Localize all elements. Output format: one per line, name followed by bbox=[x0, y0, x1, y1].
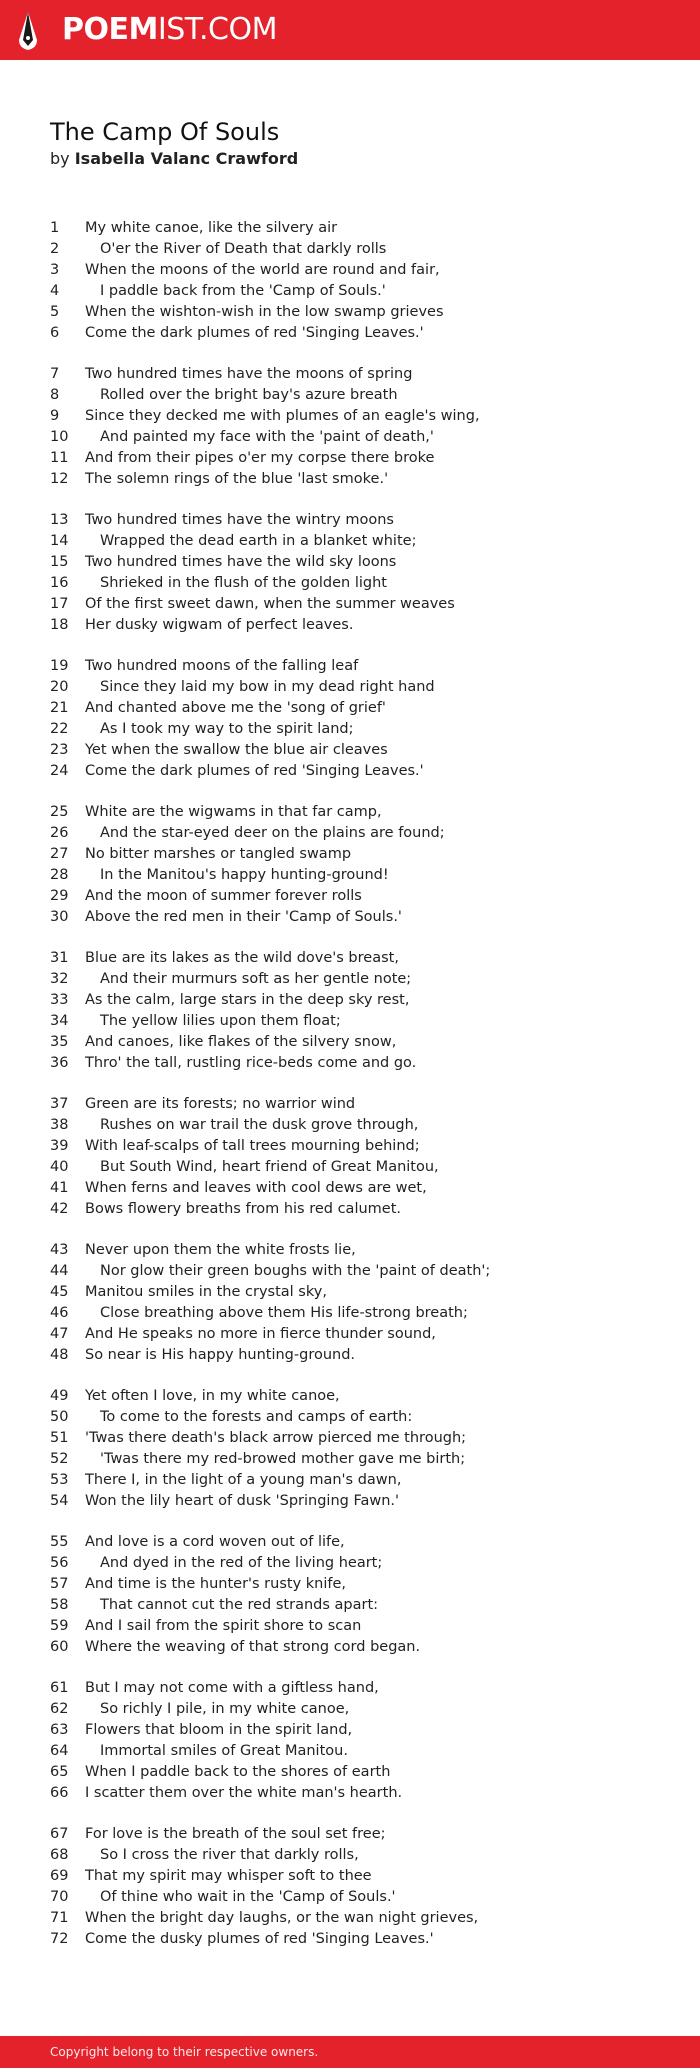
line-number: 4 bbox=[50, 283, 60, 299]
line-text: 'Twas there death's black arrow pierced me through; bbox=[85, 1430, 467, 1446]
line-text: Blue are its lakes as the wild dove's breast, bbox=[85, 950, 399, 966]
line-number: 57 bbox=[50, 1576, 69, 1592]
line-text: When the bright day laughs, or the wan night grieves, bbox=[85, 1910, 479, 1926]
line-text: And canoes, like flakes of the silvery snow, bbox=[85, 1034, 397, 1050]
poem-line bbox=[50, 677, 670, 698]
line-number: 44 bbox=[50, 1263, 69, 1279]
line-number: 21 bbox=[50, 700, 69, 716]
line-text: Flowers that bloom in the spirit land, bbox=[85, 1722, 353, 1738]
poem-line bbox=[50, 448, 670, 469]
line-number: 43 bbox=[50, 1242, 69, 1258]
poem-line bbox=[50, 844, 670, 865]
line-number: 24 bbox=[50, 763, 69, 779]
line-text: So I cross the river that darkly rolls, bbox=[100, 1847, 359, 1863]
line-text: Since they laid my bow in my dead right hand bbox=[100, 679, 435, 695]
poem-line bbox=[50, 802, 670, 823]
poem-line bbox=[50, 1157, 670, 1178]
poem-line bbox=[50, 656, 670, 677]
line-number: 31 bbox=[50, 950, 69, 966]
line-text: 'Twas there my red-browed mother gave me birth; bbox=[100, 1451, 466, 1467]
line-text: But South Wind, heart friend of Great Manitou, bbox=[100, 1159, 439, 1175]
poem-line bbox=[50, 302, 670, 323]
line-number: 13 bbox=[50, 512, 69, 528]
line-text: Won the lily heart of dusk 'Springing Fawn.' bbox=[85, 1493, 399, 1509]
line-number: 64 bbox=[50, 1743, 69, 1759]
poem-line bbox=[50, 969, 670, 990]
poem-line bbox=[50, 1032, 670, 1053]
line-number: 54 bbox=[50, 1493, 69, 1509]
line-number: 46 bbox=[50, 1305, 69, 1321]
line-text: As the calm, large stars in the deep sky rest, bbox=[85, 992, 410, 1008]
line-text: Close breathing above them His life-strong breath; bbox=[100, 1305, 468, 1321]
line-text: Shrieked in the flush of the golden light bbox=[100, 575, 387, 591]
poem-line bbox=[50, 1053, 670, 1074]
line-text: And I sail from the spirit shore to scan bbox=[85, 1618, 362, 1634]
poem-line bbox=[50, 281, 670, 302]
line-number: 37 bbox=[50, 1096, 69, 1112]
poem-body bbox=[50, 218, 670, 1970]
poem-title: The Camp Of Souls bbox=[50, 118, 280, 146]
line-text: Green are its forests; no warrior wind bbox=[85, 1096, 356, 1112]
line-number: 53 bbox=[50, 1472, 69, 1488]
poem-line bbox=[50, 1324, 670, 1345]
line-number: 52 bbox=[50, 1451, 69, 1467]
poem-line bbox=[50, 427, 670, 448]
line-text: Of thine who wait in the 'Camp of Souls.' bbox=[100, 1889, 396, 1905]
stanza bbox=[50, 510, 670, 636]
poem-line bbox=[50, 531, 670, 552]
poem-line bbox=[50, 615, 670, 636]
line-number: 2 bbox=[50, 241, 60, 257]
line-number: 42 bbox=[50, 1201, 69, 1217]
line-number: 65 bbox=[50, 1764, 69, 1780]
poem-line bbox=[50, 990, 670, 1011]
poem-line bbox=[50, 1783, 670, 1804]
line-number: 71 bbox=[50, 1910, 69, 1926]
stanza bbox=[50, 364, 670, 490]
line-number: 61 bbox=[50, 1680, 69, 1696]
line-text: Two hundred moons of the falling leaf bbox=[85, 658, 359, 674]
line-text: And the star-eyed deer on the plains are found; bbox=[100, 825, 445, 841]
line-text: Come the dark plumes of red 'Singing Leaves.' bbox=[85, 763, 424, 779]
line-number: 20 bbox=[50, 679, 69, 695]
poem-line bbox=[50, 1470, 670, 1491]
line-text: That my spirit may whisper soft to thee bbox=[85, 1868, 372, 1884]
stanza bbox=[50, 1094, 670, 1220]
line-number: 56 bbox=[50, 1555, 69, 1571]
poem-line bbox=[50, 1282, 670, 1303]
line-text: The yellow lilies upon them float; bbox=[100, 1013, 341, 1029]
poem-line bbox=[50, 364, 670, 385]
line-text: And from their pipes o'er my corpse there broke bbox=[85, 450, 435, 466]
poem-line bbox=[50, 1491, 670, 1512]
line-number: 63 bbox=[50, 1722, 69, 1738]
poem-line bbox=[50, 323, 670, 344]
pen-nib-icon[interactable] bbox=[16, 10, 40, 52]
line-number: 48 bbox=[50, 1347, 69, 1363]
line-text: And chanted above me the 'song of grief' bbox=[85, 700, 386, 716]
site-footer bbox=[0, 2036, 700, 2068]
poem-line bbox=[50, 1261, 670, 1282]
line-text: To come to the forests and camps of earth: bbox=[100, 1409, 413, 1425]
line-number: 15 bbox=[50, 554, 69, 570]
line-number: 30 bbox=[50, 909, 69, 925]
line-number: 3 bbox=[50, 262, 60, 278]
line-text: Immortal smiles of Great Manitou. bbox=[100, 1743, 348, 1759]
stanza bbox=[50, 802, 670, 928]
poem-line bbox=[50, 218, 670, 239]
line-number: 40 bbox=[50, 1159, 69, 1175]
poem-line bbox=[50, 823, 670, 844]
line-text: Nor glow their green boughs with the 'paint of death'; bbox=[100, 1263, 491, 1279]
stanza bbox=[50, 218, 670, 344]
line-text: Bows flowery breaths from his red calumet. bbox=[85, 1201, 401, 1217]
poem-line bbox=[50, 1720, 670, 1741]
line-number: 47 bbox=[50, 1326, 69, 1342]
line-number: 39 bbox=[50, 1138, 69, 1154]
line-number: 72 bbox=[50, 1931, 69, 1947]
line-number: 34 bbox=[50, 1013, 69, 1029]
line-text: There I, in the light of a young man's dawn, bbox=[85, 1472, 402, 1488]
poem-line bbox=[50, 1532, 670, 1553]
poem-line bbox=[50, 552, 670, 573]
copyright-text: Copyright belong to their respective owners. bbox=[50, 2045, 319, 2059]
poem-line bbox=[50, 1762, 670, 1783]
line-number: 6 bbox=[50, 325, 60, 341]
poem-line bbox=[50, 907, 670, 928]
line-number: 10 bbox=[50, 429, 69, 445]
line-text: As I took my way to the spirit land; bbox=[100, 721, 354, 737]
line-text: When I paddle back to the shores of earth bbox=[85, 1764, 391, 1780]
line-number: 36 bbox=[50, 1055, 69, 1071]
line-text: I paddle back from the 'Camp of Souls.' bbox=[100, 283, 386, 299]
line-number: 28 bbox=[50, 867, 69, 883]
line-number: 49 bbox=[50, 1388, 69, 1404]
line-number: 12 bbox=[50, 471, 69, 487]
author-name[interactable]: Isabella Valanc Crawford bbox=[74, 149, 299, 168]
line-number: 69 bbox=[50, 1868, 69, 1884]
poem-line bbox=[50, 698, 670, 719]
poem-line bbox=[50, 1845, 670, 1866]
line-text: Manitou smiles in the crystal sky, bbox=[85, 1284, 327, 1300]
stanza bbox=[50, 1532, 670, 1658]
line-number: 66 bbox=[50, 1785, 69, 1801]
poem-line bbox=[50, 510, 670, 531]
line-text: In the Manitou's happy hunting-ground! bbox=[100, 867, 389, 883]
poem-line bbox=[50, 239, 670, 260]
poem-line bbox=[50, 1303, 670, 1324]
line-number: 67 bbox=[50, 1826, 69, 1842]
poem-line bbox=[50, 1386, 670, 1407]
line-number: 27 bbox=[50, 846, 69, 862]
line-number: 25 bbox=[50, 804, 69, 820]
poem-line bbox=[50, 1428, 670, 1449]
line-text: Her dusky wigwam of perfect leaves. bbox=[85, 617, 354, 633]
poem-line bbox=[50, 260, 670, 281]
line-number: 58 bbox=[50, 1597, 69, 1613]
line-number: 9 bbox=[50, 408, 60, 424]
line-number: 38 bbox=[50, 1117, 69, 1133]
poem-line bbox=[50, 1741, 670, 1762]
line-number: 62 bbox=[50, 1701, 69, 1717]
line-text: Where the weaving of that strong cord began. bbox=[85, 1639, 421, 1655]
stanza bbox=[50, 948, 670, 1074]
line-text: And their murmurs soft as her gentle note; bbox=[100, 971, 412, 987]
site-header bbox=[0, 0, 700, 60]
line-number: 41 bbox=[50, 1180, 69, 1196]
poem-line bbox=[50, 1449, 670, 1470]
logo-rest-part: IST.COM bbox=[157, 12, 277, 47]
line-number: 45 bbox=[50, 1284, 69, 1300]
line-text: And love is a cord woven out of life, bbox=[85, 1534, 345, 1550]
byline bbox=[50, 148, 298, 170]
line-text: That cannot cut the red strands apart: bbox=[100, 1597, 379, 1613]
line-number: 33 bbox=[50, 992, 69, 1008]
logo-bold-part: POEM bbox=[62, 12, 158, 47]
line-number: 5 bbox=[50, 304, 60, 320]
poem-line bbox=[50, 719, 670, 740]
line-text: Since they decked me with plumes of an eagle's wing, bbox=[85, 408, 480, 424]
line-text: So richly I pile, in my white canoe, bbox=[100, 1701, 350, 1717]
line-text: Rushes on war trail the dusk grove through, bbox=[100, 1117, 419, 1133]
poem-line bbox=[50, 1345, 670, 1366]
line-text: Above the red men in their 'Camp of Souls.' bbox=[85, 909, 402, 925]
line-number: 18 bbox=[50, 617, 69, 633]
poem-line bbox=[50, 1699, 670, 1720]
line-text: Rolled over the bright bay's azure breath bbox=[100, 387, 398, 403]
poem-line bbox=[50, 406, 670, 427]
stanza bbox=[50, 656, 670, 782]
stanza bbox=[50, 1240, 670, 1366]
line-number: 14 bbox=[50, 533, 69, 549]
poem-line bbox=[50, 1574, 670, 1595]
line-number: 19 bbox=[50, 658, 69, 674]
line-text: When the moons of the world are round and fair, bbox=[85, 262, 440, 278]
poem-line bbox=[50, 1178, 670, 1199]
poem-line bbox=[50, 1866, 670, 1887]
poem-line bbox=[50, 948, 670, 969]
line-number: 23 bbox=[50, 742, 69, 758]
stanza bbox=[50, 1824, 670, 1950]
line-number: 29 bbox=[50, 888, 69, 904]
line-number: 50 bbox=[50, 1409, 69, 1425]
line-number: 70 bbox=[50, 1889, 69, 1905]
line-text: The solemn rings of the blue 'last smoke.' bbox=[85, 471, 389, 487]
line-text: Two hundred times have the moons of spring bbox=[85, 366, 413, 382]
line-text: I scatter them over the white man's hearth. bbox=[85, 1785, 403, 1801]
line-text: Of the first sweet dawn, when the summer weaves bbox=[85, 596, 455, 612]
line-number: 16 bbox=[50, 575, 69, 591]
poem-line bbox=[50, 469, 670, 490]
line-text: Come the dark plumes of red 'Singing Leaves.' bbox=[85, 325, 424, 341]
by-prefix: by bbox=[50, 149, 70, 168]
poem-line bbox=[50, 594, 670, 615]
line-number: 60 bbox=[50, 1639, 69, 1655]
line-text: Two hundred times have the wild sky loons bbox=[85, 554, 397, 570]
line-text: Yet when the swallow the blue air cleaves bbox=[85, 742, 388, 758]
line-text: White are the wigwams in that far camp, bbox=[85, 804, 382, 820]
line-number: 35 bbox=[50, 1034, 69, 1050]
line-number: 51 bbox=[50, 1430, 69, 1446]
poem-line bbox=[50, 1637, 670, 1658]
line-text: And painted my face with the 'paint of death,' bbox=[100, 429, 434, 445]
poem-line bbox=[50, 1929, 670, 1950]
line-number: 32 bbox=[50, 971, 69, 987]
poem-line bbox=[50, 1094, 670, 1115]
line-text: So near is His happy hunting-ground. bbox=[85, 1347, 356, 1363]
line-text: Never upon them the white frosts lie, bbox=[85, 1242, 356, 1258]
line-text: Thro' the tall, rustling rice-beds come and go. bbox=[85, 1055, 417, 1071]
poem-line bbox=[50, 1240, 670, 1261]
poem-line bbox=[50, 740, 670, 761]
line-number: 59 bbox=[50, 1618, 69, 1634]
line-text: And dyed in the red of the living heart; bbox=[100, 1555, 383, 1571]
line-number: 7 bbox=[50, 366, 60, 382]
line-text: And He speaks no more in fierce thunder sound, bbox=[85, 1326, 436, 1342]
line-text: When ferns and leaves with cool dews are wet, bbox=[85, 1180, 427, 1196]
line-text: And time is the hunter's rusty knife, bbox=[85, 1576, 347, 1592]
line-text: Two hundred times have the wintry moons bbox=[85, 512, 394, 528]
line-number: 68 bbox=[50, 1847, 69, 1863]
poem-line bbox=[50, 1553, 670, 1574]
line-text: My white canoe, like the silvery air bbox=[85, 220, 338, 236]
poem-line bbox=[50, 385, 670, 406]
poem-line bbox=[50, 1199, 670, 1220]
line-text: For love is the breath of the soul set free; bbox=[85, 1826, 386, 1842]
stanza bbox=[50, 1678, 670, 1804]
line-text: Wrapped the dead earth in a blanket white; bbox=[100, 533, 417, 549]
poem-line bbox=[50, 1011, 670, 1032]
poem-line bbox=[50, 573, 670, 594]
line-text: No bitter marshes or tangled swamp bbox=[85, 846, 352, 862]
line-text: Yet often I love, in my white canoe, bbox=[85, 1388, 340, 1404]
line-text: And the moon of summer forever rolls bbox=[85, 888, 362, 904]
site-logo[interactable] bbox=[62, 10, 277, 50]
line-number: 11 bbox=[50, 450, 69, 466]
line-number: 8 bbox=[50, 387, 60, 403]
poem-line bbox=[50, 865, 670, 886]
line-number: 22 bbox=[50, 721, 69, 737]
line-number: 1 bbox=[50, 220, 60, 236]
poem-line bbox=[50, 886, 670, 907]
line-number: 26 bbox=[50, 825, 69, 841]
poem-line bbox=[50, 1407, 670, 1428]
poem-line bbox=[50, 1887, 670, 1908]
poem-line bbox=[50, 1595, 670, 1616]
line-text: O'er the River of Death that darkly rolls bbox=[100, 241, 387, 257]
line-text: With leaf-scalps of tall trees mourning behind; bbox=[85, 1138, 420, 1154]
line-text: But I may not come with a giftless hand, bbox=[85, 1680, 379, 1696]
poem-line bbox=[50, 1824, 670, 1845]
line-number: 17 bbox=[50, 596, 69, 612]
stanza bbox=[50, 1386, 670, 1512]
poem-line bbox=[50, 761, 670, 782]
line-text: When the wishton-wish in the low swamp grieves bbox=[85, 304, 444, 320]
line-number: 55 bbox=[50, 1534, 69, 1550]
poem-line bbox=[50, 1678, 670, 1699]
line-text: Come the dusky plumes of red 'Singing Leaves.' bbox=[85, 1931, 434, 1947]
poem-line bbox=[50, 1136, 670, 1157]
poem-line bbox=[50, 1115, 670, 1136]
poem-line bbox=[50, 1908, 670, 1929]
poem-line bbox=[50, 1616, 670, 1637]
